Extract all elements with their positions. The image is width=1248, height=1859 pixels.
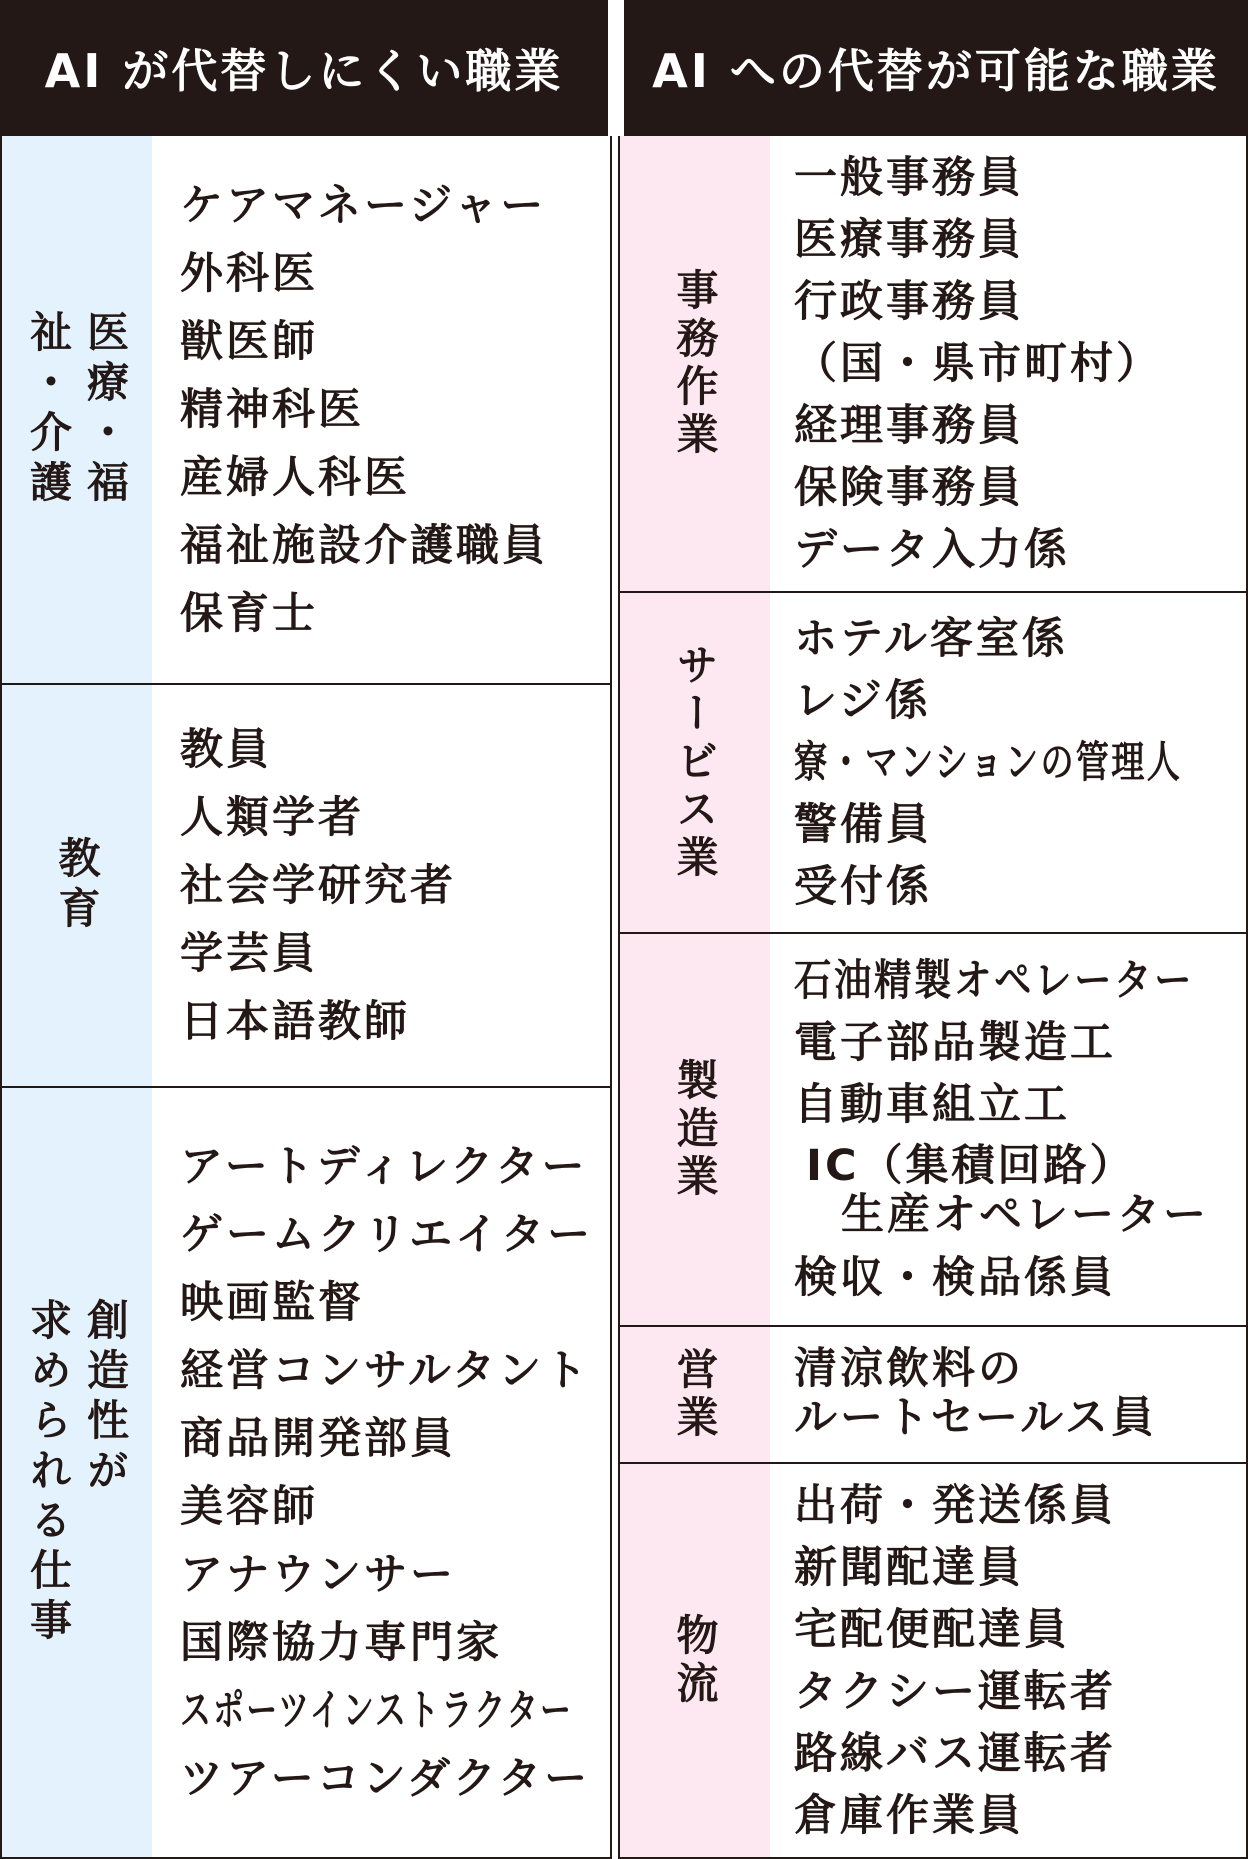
job-item-text: スポーツインストラクター <box>180 1685 574 1736</box>
job-list <box>152 136 610 683</box>
hard-to-replace-header <box>0 0 608 136</box>
job-item <box>794 1339 1246 1450</box>
category-label-line: 医療・福 <box>81 309 130 510</box>
job-item: 警備員 <box>794 799 932 850</box>
job-item-note: （国・県市町村） <box>794 338 1162 389</box>
job-item: 倉庫作業員 <box>794 1790 1024 1841</box>
job-item: データ入力係 <box>794 524 1070 575</box>
category-row <box>2 685 610 1088</box>
job-item: 電子部品製造工 <box>794 1018 1116 1068</box>
job-item <box>794 950 1246 1012</box>
job-item: 学芸員 <box>180 928 318 979</box>
job-item: 商品開発部員 <box>180 1413 456 1464</box>
job-item <box>794 1136 1246 1247</box>
category-cell <box>620 136 770 591</box>
job-item: 医療事務員 <box>794 214 1024 265</box>
category-label-line: 創造性が <box>81 1297 130 1498</box>
category-label-line: 求められる仕事 <box>24 1297 73 1648</box>
job-item: 獣医師 <box>180 316 318 367</box>
category-label-line: 祉・介護 <box>24 309 73 510</box>
job-item-line: IC（集積回路） <box>806 1141 1136 1191</box>
job-item: 検収・検品係員 <box>794 1253 1116 1303</box>
category-row <box>620 1464 1246 1857</box>
job-item: 美容師 <box>180 1481 318 1532</box>
job-item: 教員 <box>180 724 272 775</box>
job-item: 保育士 <box>180 588 318 639</box>
job-item-line: 生産オペレーター <box>841 1190 1209 1240</box>
job-list <box>152 685 610 1086</box>
job-item-text: 石油精製オペレーター <box>794 956 1195 1006</box>
job-list <box>152 1088 610 1857</box>
category-cell <box>620 593 770 932</box>
replaceable-header <box>624 0 1248 136</box>
category-label <box>49 836 106 936</box>
job-list <box>770 1327 1246 1462</box>
category-label-line: サービス業 <box>670 642 720 883</box>
category-cell <box>2 1088 152 1857</box>
job-item: 受付係 <box>794 861 932 912</box>
job-item: ゲームクリエイター <box>180 1209 594 1260</box>
job-item: 産婦人科医 <box>180 452 410 503</box>
job-item-line: 清涼飲料の <box>794 1344 1024 1394</box>
job-item: 路線バス運転者 <box>794 1728 1116 1779</box>
category-row <box>620 1327 1246 1464</box>
category-row <box>620 136 1246 593</box>
job-item: 出荷・発送係員 <box>794 1480 1116 1531</box>
job-item-text: 寮・マンションの管理人 <box>794 737 1183 788</box>
job-item: 日本語教師 <box>180 996 410 1047</box>
category-row <box>620 593 1246 934</box>
job-item: 精神科医 <box>180 384 364 435</box>
job-list <box>770 934 1246 1325</box>
job-item: タクシー運転者 <box>794 1666 1116 1717</box>
category-label-line: 営業 <box>670 1346 720 1443</box>
job-list <box>770 1464 1246 1857</box>
category-label <box>667 1347 724 1443</box>
job-item: 新聞配達員 <box>794 1542 1024 1593</box>
job-list <box>770 136 1246 591</box>
category-label-line: 製造業 <box>670 1057 720 1202</box>
category-row <box>2 136 610 685</box>
category-row <box>620 934 1246 1327</box>
category-row <box>2 1088 610 1857</box>
category-label <box>20 1298 134 1648</box>
job-item: アナウンサー <box>180 1549 456 1600</box>
job-item: 人類学者 <box>180 792 364 843</box>
job-item: 経営コンサルタント <box>180 1345 591 1396</box>
job-item: 福祉施設介護職員 <box>180 520 548 571</box>
category-label-line: 教育 <box>52 835 102 936</box>
job-item: ホテル客室係 <box>794 613 1068 664</box>
hard-to-replace-panel <box>0 136 612 1859</box>
category-label-line: 事務作業 <box>670 267 720 460</box>
category-cell <box>620 1464 770 1857</box>
category-cell <box>2 685 152 1086</box>
category-label <box>667 1613 724 1709</box>
job-item: 経理事務員 <box>794 400 1024 451</box>
job-item: 国際協力専門家 <box>180 1617 502 1668</box>
category-label-line: 物流 <box>670 1612 720 1709</box>
job-item: 保険事務員 <box>794 462 1024 513</box>
job-list <box>770 593 1246 932</box>
job-item: 宅配便配達員 <box>794 1604 1070 1655</box>
job-item: アートディレクター <box>180 1141 588 1192</box>
category-cell <box>620 934 770 1325</box>
category-label <box>667 1058 724 1202</box>
job-item: 映画監督 <box>180 1277 364 1328</box>
category-label <box>667 268 724 460</box>
job-item: 一般事務員 <box>794 152 1024 203</box>
category-label <box>20 310 134 510</box>
replaceable-panel <box>618 136 1248 1859</box>
job-item <box>180 1677 610 1745</box>
category-cell <box>620 1327 770 1462</box>
job-item: ケアマネージャー <box>180 180 547 231</box>
job-item: 社会学研究者 <box>180 860 456 911</box>
header-title: AI への代替が可能な職業 <box>652 44 1220 98</box>
category-label <box>667 643 724 883</box>
job-item <box>794 271 1246 395</box>
job-item: 外科医 <box>180 248 318 299</box>
job-item: レジ係 <box>794 675 931 726</box>
job-item: ツアーコンダクター <box>180 1753 591 1804</box>
header-title: AI が代替しにくい職業 <box>44 44 564 98</box>
job-item: 自動車組立工 <box>794 1080 1070 1130</box>
job-item-line: ルートセールス員 <box>794 1393 1157 1443</box>
category-cell <box>2 136 152 683</box>
job-item <box>794 732 1246 794</box>
job-item-line: 行政事務員 <box>794 276 1024 327</box>
